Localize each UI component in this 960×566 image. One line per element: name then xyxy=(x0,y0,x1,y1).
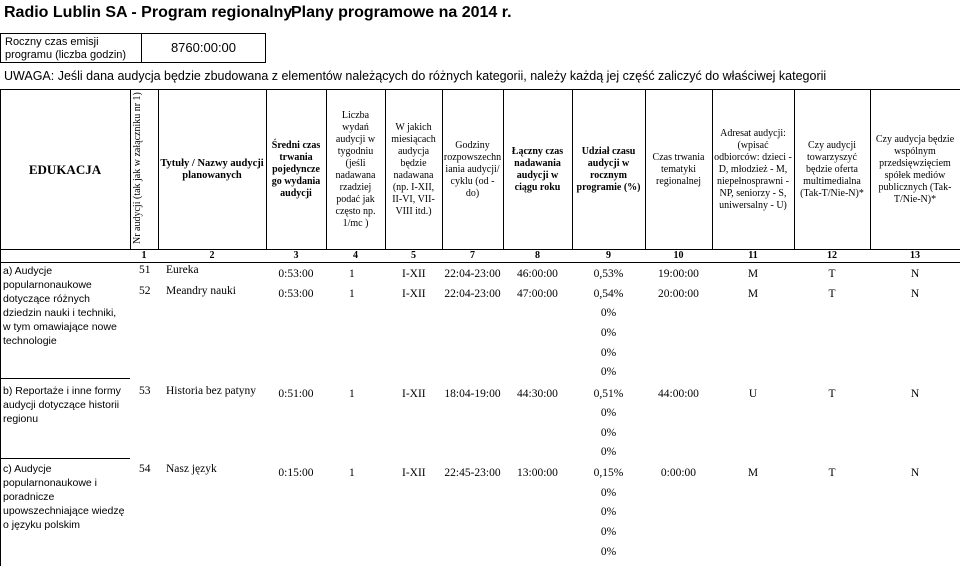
col-header-nr: Nr audycji (tak jak w załączniku nr 1) xyxy=(132,92,143,244)
cell-share: 0,54% xyxy=(593,288,624,300)
note-text: UWAGA: Jeśli dana audycja będzie zbudowana z elementów należących do różnych kategorii, należy każdą jej część zaliczyć do właściwej kategorii xyxy=(4,69,827,83)
category-a-label: a) Audycje popularnonaukowe dotyczące różnych dziedzin nauki i techniki, w tym omawiające nowe technologie xyxy=(3,265,117,347)
cell-months: I-XII xyxy=(402,268,426,280)
cell-total: 44:30:00 xyxy=(517,388,558,400)
cell-joint: N xyxy=(910,288,920,300)
cell-weekly: 1 xyxy=(349,268,355,280)
numbers-bottom-line xyxy=(0,262,960,263)
col-header-multimedia: Czy audycji towarzyszyć będzie oferta multimedialna (Tak-T/Nie-N)* xyxy=(800,140,864,199)
category-c-label: c) Audycje popularnonaukowe i poradnicze upowszechniające wiedzę o języku polskim xyxy=(3,463,125,531)
col-header-avg: Średni czas trwania pojedyncze go wydania audycji xyxy=(271,140,321,199)
cell-share: 0% xyxy=(600,327,617,339)
col-number: 2 xyxy=(209,250,215,261)
cell-regional: 20:00:00 xyxy=(658,288,699,300)
cell-multimedia: T xyxy=(828,388,836,400)
cell-regional: 0:00:00 xyxy=(660,467,697,479)
col-header-share: Udział czasu audycji w rocznym programie (%) xyxy=(576,146,641,193)
cell-multimedia: T xyxy=(828,467,836,479)
cell-nr: 51 xyxy=(139,264,151,276)
col-number: 13 xyxy=(910,250,920,261)
cell-multimedia: T xyxy=(828,268,836,280)
cell-share: 0% xyxy=(600,307,617,319)
col-header-weekly: Liczba wydań audycji w tygodniu (jeśli nadawana rzadziej podać jak często np. 1/mc ) xyxy=(335,110,376,229)
cell-share: 0,53% xyxy=(593,268,624,280)
section-title: EDUKACJA xyxy=(28,162,102,177)
cell-weekly: 1 xyxy=(349,388,355,400)
cell-nr: 52 xyxy=(139,285,151,297)
cell-title: Eureka xyxy=(166,264,199,276)
cell-share: 0% xyxy=(600,427,617,439)
cell-nr: 54 xyxy=(139,463,151,475)
cell-regional: 44:00:00 xyxy=(658,388,699,400)
cell-share: 0% xyxy=(600,546,617,558)
col-number: 9 xyxy=(606,250,611,261)
plans-title: Plany programowe na 2014 r. xyxy=(291,4,512,21)
cell-regional: 19:00:00 xyxy=(658,268,699,280)
cell-share: 0% xyxy=(600,526,617,538)
cell-addressee: M xyxy=(747,268,759,280)
cell-share: 0% xyxy=(600,347,617,359)
col-number: 11 xyxy=(748,250,758,261)
col-header-regional: Czas trwania tematyki regionalnej xyxy=(652,152,705,187)
cell-share: 0% xyxy=(600,446,617,458)
col-header-addressee: Adresat audycji: (wpisać odbiorców: dzieci -D, młodzież - M, niepełnosprawni - NP, seniorzy - S, uniwersalny - U) xyxy=(714,128,792,211)
cell-share: 0% xyxy=(600,487,617,499)
cell-share: 0,51% xyxy=(593,388,624,400)
cell-avg: 0:53:00 xyxy=(278,268,314,280)
cell-months: I-XII xyxy=(402,288,426,300)
cell-joint: N xyxy=(910,467,920,479)
category-b-label: b) Reportaże i inne formy audycji dotyczące historii regionu xyxy=(3,385,121,425)
cell-title: Meandry nauki xyxy=(166,285,236,297)
cell-addressee: M xyxy=(747,467,759,479)
col-number: 4 xyxy=(353,250,358,261)
cell-joint: N xyxy=(910,268,920,280)
cell-nr: 53 xyxy=(139,385,151,397)
cell-hours: 22:04-23:00 xyxy=(444,268,501,280)
cell-hours: 18:04-19:00 xyxy=(444,388,501,400)
col-header-joint: Czy audycja będzie wspólnym przedsięwzięciem spółek mediów publicznych (Tak-T/Nie-N)* xyxy=(875,134,955,205)
cell-months: I-XII xyxy=(402,467,426,479)
col-number: 10 xyxy=(673,250,684,261)
cell-weekly: 1 xyxy=(349,467,355,479)
cell-share: 0% xyxy=(600,366,617,378)
col-number: 8 xyxy=(535,250,540,261)
cell-addressee: M xyxy=(747,288,759,300)
col-number: 7 xyxy=(470,250,475,261)
cell-total: 46:00:00 xyxy=(517,268,558,280)
cell-hours: 22:04-23:00 xyxy=(444,288,501,300)
col-number: 3 xyxy=(293,250,299,261)
cell-avg: 0:53:00 xyxy=(278,288,314,300)
cell-joint: N xyxy=(910,388,920,400)
col-header-hours: Godziny rozpowszechn iania audycji/ cyklu (od - do) xyxy=(443,140,502,199)
col-header-title: Tytuły / Nazwy audycji planowanych xyxy=(160,158,264,181)
col-number: 1 xyxy=(141,250,147,261)
cell-multimedia: T xyxy=(828,288,836,300)
station-title: Radio Lublin SA - Program regionalny xyxy=(4,4,293,21)
annual-time-value[interactable]: 8760:00:00 xyxy=(142,33,266,63)
col-sep xyxy=(130,89,131,249)
cell-title: Nasz język xyxy=(166,463,217,475)
annual-time-label: Roczny czas emisji programu (liczba godzin) xyxy=(0,33,142,63)
cell-months: I-XII xyxy=(402,388,426,400)
category-separator xyxy=(0,458,130,459)
cell-total: 13:00:00 xyxy=(517,467,558,479)
col-header-months: W jakich miesiącach audycja będzie nadawana (np. I-XII, II-VI, VII-VIII itd.) xyxy=(391,122,436,217)
category-separator xyxy=(0,378,130,379)
cell-hours: 22:45-23:00 xyxy=(444,467,501,479)
col-number: 12 xyxy=(827,250,837,261)
cell-share: 0% xyxy=(600,407,617,419)
cell-weekly: 1 xyxy=(349,288,355,300)
cell-title: Historia bez patyny xyxy=(166,385,257,397)
cell-share: 0% xyxy=(600,506,617,518)
col-number: 5 xyxy=(411,250,416,261)
cell-avg: 0:51:00 xyxy=(278,388,314,400)
cell-addressee: U xyxy=(748,388,758,400)
cell-avg: 0:15:00 xyxy=(278,467,314,479)
cell-total: 47:00:00 xyxy=(517,288,558,300)
col-header-total: Łączny czas nadawania audycji w ciągu roku xyxy=(511,146,564,193)
cell-share: 0,15% xyxy=(593,467,624,479)
